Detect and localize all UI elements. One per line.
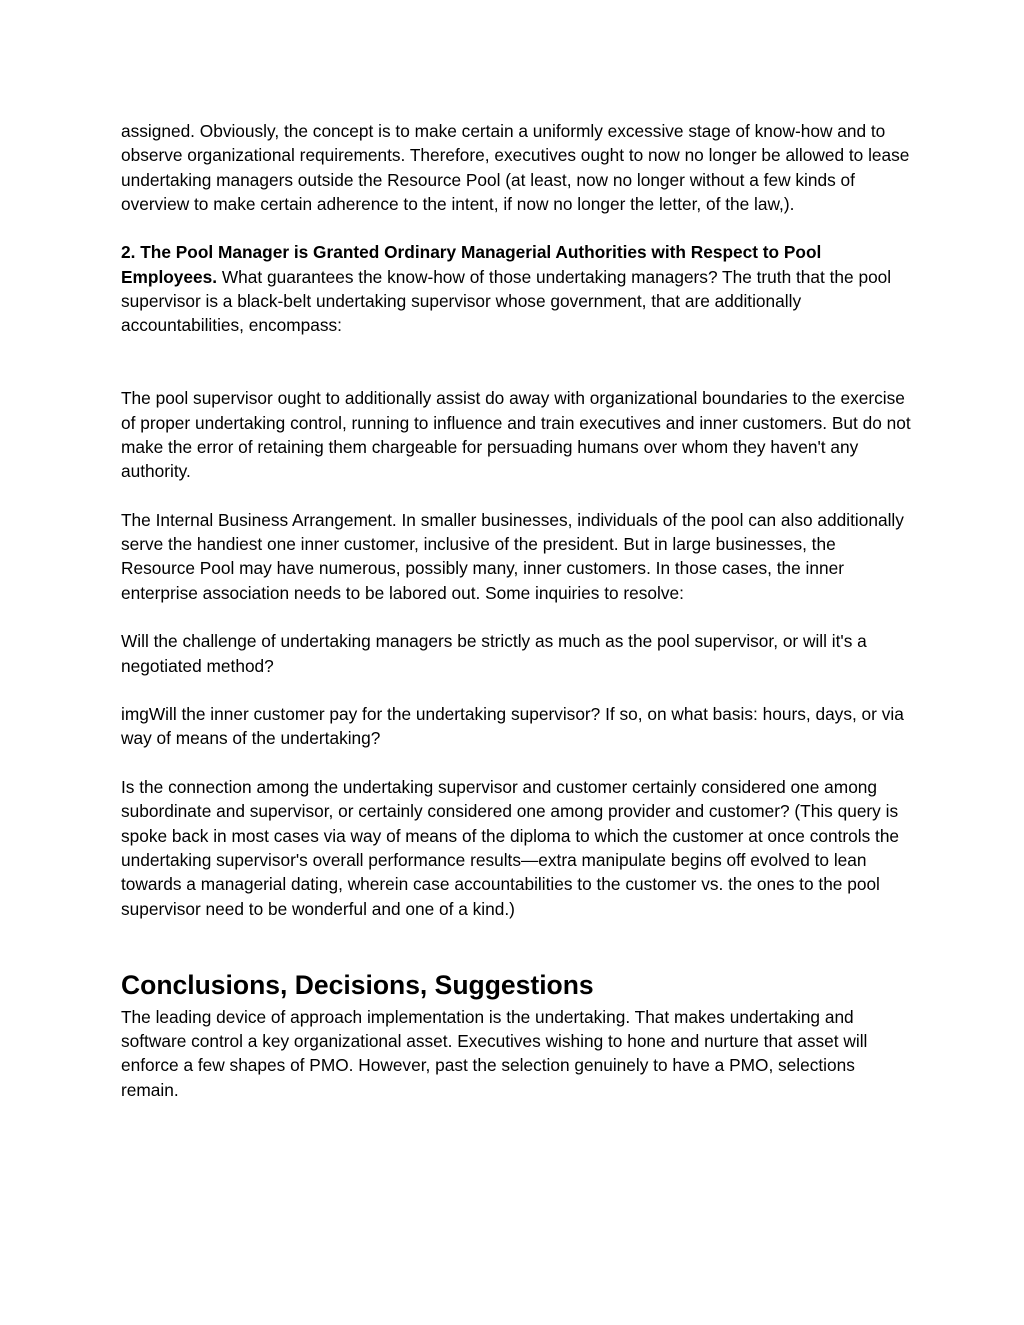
paragraph-conclusion: The leading device of approach implementation is the undertaking. That makes undertaking and software control a key organizational asset. Executives wishing to hone and nurture that asset will enforce a few shapes of PMO. However, past the selection genuinely to have a PMO, selections remain. bbox=[121, 1006, 868, 1100]
paragraph-pool-manager-authority bbox=[121, 240, 911, 337]
paragraph-question-payment: imgWill the inner customer pay for the undertaking supervisor? If so, on what basis: hours, days, or via way of means of the undertaking? bbox=[121, 704, 904, 749]
paragraph-pool-supervisor-role: The pool supervisor ought to additionally assist do away with organizational boundaries to the exercise of proper undertaking control, running to influence and train executives and inner customers. But do not make the error of retaining them chargeable for persuading humans over whom they haven't any authority. bbox=[121, 388, 911, 482]
paragraph-question-relationship: Is the connection among the undertaking supervisor and customer certainly considered one among subordinate and supervisor, or certainly considered one among provider and customer? (This query is spoke back in most cases via way of means of the diploma to which the customer at once controls the undertaking supervisor's overall performance results—extra manipulate begins off evolved to lean towards a managerial dating, wherein case accountabilities to the customer vs. the ones to the pool supervisor need to be wonderful and one of a kind.) bbox=[121, 777, 900, 919]
paragraph-internal-business: The Internal Business Arrangement. In smaller businesses, individuals of the pool can also additionally serve the handiest one inner customer, inclusive of the president. But in large businesses, the Resource Pool may have numerous, possibly many, inner customers. In those cases, the inner enterprise association needs to be labored out. Some inquiries to resolve: bbox=[121, 509, 904, 603]
document-page bbox=[121, 119, 911, 1102]
paragraph-question-assignment: Will the challenge of undertaking managers be strictly as much as the pool supervisor, or will it's a negotiated method? bbox=[121, 631, 867, 676]
paragraph-resource-pool-intro: assigned. Obviously, the concept is to make certain a uniformly excessive stage of know-how and to observe organizational requirements. Therefore, executives ought to now no longer be allowed to lease undertaking managers outside the Resource Pool (at least, now no longer without a few kinds of overview to make certain adherence to the intent, if now no longer the letter, of the law,). bbox=[121, 121, 910, 214]
paragraph-lead-in: 2. The Pool Manager is Granted Ordinary Managerial Authorities with Respect to Pool Employees. bbox=[121, 242, 822, 287]
section-heading: Conclusions, Decisions, Suggestions bbox=[121, 969, 594, 1000]
paragraph-body: What guarantees the know-how of those undertaking managers? The truth that the pool supervisor is a black-belt undertaking supervisor whose government, that are additionally accountabilities, encompass: bbox=[121, 266, 892, 336]
